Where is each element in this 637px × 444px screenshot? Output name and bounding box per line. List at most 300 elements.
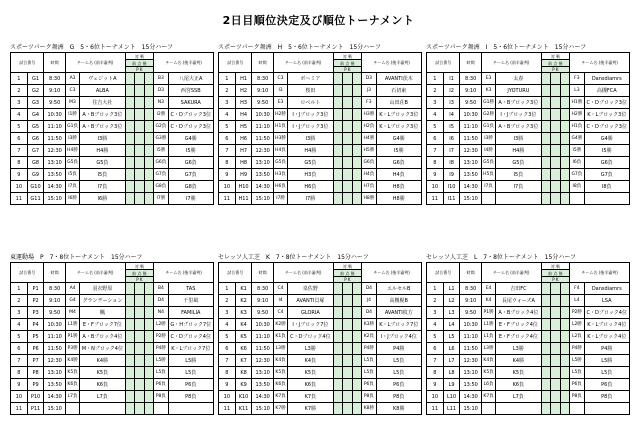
row-number: 9 <box>219 379 236 391</box>
header-vs: 対 戦 <box>541 263 570 270</box>
row-number: 2 <box>11 295 28 307</box>
match-id: P10 <box>27 391 44 403</box>
header-pk: P K <box>541 277 570 283</box>
home-code: I1勝 <box>65 109 79 121</box>
away-code: B3 <box>154 73 168 85</box>
home-team <box>80 403 125 415</box>
away-team: I5勝 <box>584 145 629 157</box>
row-number: 7 <box>427 355 444 367</box>
row-number: 10 <box>11 181 28 193</box>
home-team: I3勝 <box>80 133 125 145</box>
row-number: 8 <box>219 367 236 379</box>
home-score <box>541 121 551 133</box>
row-number: 8 <box>11 367 28 379</box>
away-team: L5負 <box>376 367 421 379</box>
home-team: H6負 <box>288 181 333 193</box>
score-separator <box>551 367 561 379</box>
away-score <box>560 391 570 403</box>
match-time: 14:30 <box>460 391 481 403</box>
home-code: E3 <box>481 73 495 85</box>
home-team: K7勝 <box>288 403 333 415</box>
away-code: L5負 <box>154 367 168 379</box>
home-team: L7負 <box>496 391 541 403</box>
match-time: 11:10 <box>44 331 65 343</box>
match-id: I1 <box>443 73 460 85</box>
tournament-block <box>218 43 422 205</box>
score-separator <box>343 73 353 85</box>
home-score <box>333 133 343 145</box>
away-code: H1負 <box>570 121 584 133</box>
home-team: 住吉大社 <box>80 97 125 109</box>
tournament-block <box>426 253 630 415</box>
table-row <box>219 403 422 415</box>
home-team: グランデーション <box>80 295 125 307</box>
table-row <box>427 169 630 181</box>
away-team: P6負 <box>168 379 213 391</box>
score-separator <box>343 355 353 367</box>
away-team: C・Dブロック4位 <box>168 331 213 343</box>
match-id: P3 <box>27 307 44 319</box>
row-number: 7 <box>219 355 236 367</box>
away-score <box>560 355 570 367</box>
away-score <box>352 109 362 121</box>
match-time: 9:10 <box>44 85 65 97</box>
match-id: L9 <box>443 379 460 391</box>
home-code: I7負 <box>481 181 495 193</box>
home-code: I4勝 <box>481 145 495 157</box>
home-code: G4 <box>65 295 79 307</box>
away-team: I5勝 <box>376 145 421 157</box>
table-row <box>11 97 214 109</box>
home-code: L3勝 <box>481 343 495 355</box>
match-time: 10:30 <box>252 109 273 121</box>
away-code: F3 <box>362 97 376 109</box>
away-score <box>144 145 154 157</box>
home-team: A・Bブロック3位 <box>80 109 125 121</box>
header-team-away: チーム名 (後半審判) <box>570 53 630 73</box>
home-score <box>333 73 343 85</box>
away-team: C・Dブロック3位 <box>168 121 213 133</box>
home-score <box>541 403 551 415</box>
away-score <box>560 169 570 181</box>
home-code: K3 <box>481 85 495 97</box>
header-team-home: チーム名 (前半審判) <box>65 263 125 283</box>
header-time: 時間 <box>460 53 481 73</box>
match-time: 13:50 <box>460 379 481 391</box>
away-score <box>144 73 154 85</box>
match-time: 11:10 <box>460 331 481 343</box>
away-team: P8負 <box>376 391 421 403</box>
score-separator <box>551 97 561 109</box>
home-score <box>333 193 343 205</box>
away-code: P8負 <box>154 391 168 403</box>
home-score <box>541 157 551 169</box>
match-time: 10:30 <box>44 109 65 121</box>
match-time: 11:10 <box>252 121 273 133</box>
away-team: K・Lブロック7位 <box>376 319 421 331</box>
header-match-no: 試合番号 <box>219 263 252 283</box>
table-row <box>427 85 630 97</box>
score-separator <box>343 169 353 181</box>
home-team: A・Bブロック4位 <box>80 331 125 343</box>
table-row <box>219 319 422 331</box>
home-team: H3負 <box>288 169 333 181</box>
score-separator <box>135 307 145 319</box>
match-time: 11:10 <box>44 121 65 133</box>
row-number: 7 <box>427 145 444 157</box>
header-match-no: 試合番号 <box>427 263 460 283</box>
header-time: 時間 <box>44 263 65 283</box>
table-row <box>11 295 214 307</box>
header-score: 前 点 後 <box>125 270 154 277</box>
tournament-block <box>426 43 630 205</box>
score-separator <box>135 331 145 343</box>
away-score <box>144 283 154 295</box>
match-time: 15:10 <box>460 193 481 205</box>
away-score <box>144 379 154 391</box>
home-team <box>496 193 541 205</box>
header-team-home: チーム名 (前半審判) <box>481 263 541 283</box>
home-team: 太春 <box>496 73 541 85</box>
match-time: 13:10 <box>44 157 65 169</box>
home-team: I・Jブロック3位 <box>496 109 541 121</box>
match-time: 8:30 <box>460 283 481 295</box>
table-row <box>219 379 422 391</box>
home-score <box>125 169 135 181</box>
home-score <box>125 379 135 391</box>
table-row <box>11 391 214 403</box>
away-code: I6負 <box>570 157 584 169</box>
header-match-no: 試合番号 <box>11 53 44 73</box>
block-title: スポーツパーク舞洲 I 5・6位トーナメント 15分ハーフ <box>426 44 587 51</box>
away-score <box>144 343 154 355</box>
home-code: K7勝 <box>273 403 287 415</box>
score-separator <box>135 121 145 133</box>
score-separator <box>135 193 145 205</box>
away-score <box>144 97 154 109</box>
match-time: 13:10 <box>252 367 273 379</box>
match-time: 8:30 <box>252 73 273 85</box>
away-team: H8勝 <box>376 193 421 205</box>
home-team: G5負 <box>80 157 125 169</box>
table-row <box>427 391 630 403</box>
home-code: G1勝 <box>481 97 495 109</box>
home-score <box>541 319 551 331</box>
match-id: G2 <box>27 85 44 97</box>
away-code: H8勝 <box>362 193 376 205</box>
score-separator <box>551 379 561 391</box>
row-number: 6 <box>219 133 236 145</box>
score-separator <box>135 169 145 181</box>
away-team: AVANTI茨木 <box>376 73 421 85</box>
home-code: K1負 <box>273 331 287 343</box>
home-team: A・Bブロック3位 <box>496 121 541 133</box>
match-id: H6 <box>235 133 252 145</box>
table-row <box>11 109 214 121</box>
away-score <box>352 157 362 169</box>
away-code: J3 <box>362 85 376 97</box>
away-score <box>352 121 362 133</box>
home-team: K7負 <box>288 391 333 403</box>
home-code: E4 <box>481 283 495 295</box>
match-id: I9 <box>443 169 460 181</box>
away-team: G4勝 <box>584 133 629 145</box>
match-time: 12:30 <box>252 355 273 367</box>
home-code: I3勝 <box>65 133 79 145</box>
match-id: L10 <box>443 391 460 403</box>
match-time: 8:30 <box>460 73 481 85</box>
home-team: A・Bブロック3位 <box>80 121 125 133</box>
home-code <box>481 193 495 205</box>
away-team: L5負 <box>376 355 421 367</box>
row-number: 3 <box>427 97 444 109</box>
row-number: 10 <box>219 181 236 193</box>
score-separator <box>135 109 145 121</box>
away-code: D3 <box>154 85 168 97</box>
table-row <box>11 403 214 415</box>
away-team: K・Lブロック4位 <box>584 319 629 331</box>
row-number: 6 <box>11 343 28 355</box>
score-separator <box>343 403 353 415</box>
header-team-away: チーム名 (後半審判) <box>154 263 214 283</box>
row-number: 9 <box>11 379 28 391</box>
match-time: 13:10 <box>460 157 481 169</box>
away-code: B4 <box>154 283 168 295</box>
row-number: 4 <box>427 109 444 121</box>
away-score <box>352 97 362 109</box>
match-time: 15:10 <box>44 403 65 415</box>
away-code: L5勝 <box>570 355 584 367</box>
home-score <box>541 307 551 319</box>
score-separator <box>135 73 145 85</box>
match-id: H11 <box>235 193 252 205</box>
score-separator <box>343 307 353 319</box>
match-id: G10 <box>27 181 44 193</box>
score-separator <box>551 355 561 367</box>
score-separator <box>343 343 353 355</box>
score-separator <box>343 331 353 343</box>
match-id: K10 <box>235 391 252 403</box>
score-separator <box>551 391 561 403</box>
home-team: A・Bブロック3位 <box>496 97 541 109</box>
home-code: K4負 <box>481 355 495 367</box>
away-code: G7負 <box>570 169 584 181</box>
header-time: 時間 <box>252 53 273 73</box>
table-row <box>219 181 422 193</box>
row-number: 3 <box>219 97 236 109</box>
home-score <box>333 181 343 193</box>
score-separator <box>135 145 145 157</box>
match-time: 12:30 <box>460 145 481 157</box>
table-row <box>427 355 630 367</box>
home-code: M3 <box>65 97 79 109</box>
header-team-home: チーム名 (前半審判) <box>273 53 333 73</box>
home-team: JYOTURU <box>496 85 541 97</box>
row-number: 11 <box>427 403 444 415</box>
block-title: 東運動場 P 7・8位トーナメント 15分ハーフ <box>10 254 143 261</box>
home-team: L7負 <box>80 391 125 403</box>
away-score <box>352 391 362 403</box>
away-score <box>560 121 570 133</box>
away-code: L3 <box>570 85 584 97</box>
match-time: 10:30 <box>252 319 273 331</box>
home-score <box>333 343 343 355</box>
home-score <box>541 85 551 97</box>
away-score <box>144 181 154 193</box>
header-match-no: 試合番号 <box>427 53 460 73</box>
row-number: 1 <box>427 73 444 85</box>
header-team-home: チーム名 (前半審判) <box>481 53 541 73</box>
table-row <box>427 73 630 85</box>
row-number: 10 <box>427 181 444 193</box>
table-row <box>219 73 422 85</box>
score-separator <box>551 109 561 121</box>
row-number: 1 <box>11 73 28 85</box>
header-time: 時間 <box>44 53 65 73</box>
home-score <box>333 367 343 379</box>
match-time: 8:30 <box>44 283 65 295</box>
header-match-no: 試合番号 <box>11 263 44 283</box>
row-number: 1 <box>427 283 444 295</box>
away-team: K・Lブロック3位 <box>376 121 421 133</box>
block-title: セレッソ人工芝 K 7・8位トーナメント 15分ハーフ <box>218 254 369 261</box>
away-score <box>560 109 570 121</box>
home-score <box>333 295 343 307</box>
home-code: A3 <box>65 73 79 85</box>
score-separator <box>135 85 145 97</box>
table-row <box>219 133 422 145</box>
away-team: Dansdiamrs <box>584 283 629 295</box>
home-team: E・Fブロック7位 <box>80 319 125 331</box>
table-row <box>219 355 422 367</box>
table-row <box>427 319 630 331</box>
home-score <box>125 97 135 109</box>
home-score <box>333 157 343 169</box>
away-code: P4勝 <box>570 343 584 355</box>
score-separator <box>551 193 561 205</box>
away-score <box>352 181 362 193</box>
match-id: G5 <box>27 121 44 133</box>
match-time: 15:10 <box>44 193 65 205</box>
home-team: G5負 <box>496 157 541 169</box>
header-vs: 対 戦 <box>125 53 154 60</box>
home-score <box>333 331 343 343</box>
away-team: P8負 <box>584 391 629 403</box>
table-row <box>427 97 630 109</box>
header-team-away: チーム名 (後半審判) <box>362 53 422 73</box>
away-code: G3勝 <box>154 133 168 145</box>
match-id: K5 <box>235 331 252 343</box>
table-row <box>11 331 214 343</box>
header-pk: P K <box>333 67 362 73</box>
score-separator <box>135 319 145 331</box>
away-code: H7負 <box>362 181 376 193</box>
away-code <box>154 403 168 415</box>
match-id: I7 <box>443 145 460 157</box>
home-score <box>125 193 135 205</box>
away-code: H4負 <box>362 169 376 181</box>
match-time: 11:50 <box>44 343 65 355</box>
away-team <box>168 403 213 415</box>
away-team <box>584 403 629 415</box>
home-code: L3勝 <box>273 343 287 355</box>
away-team: G7負 <box>168 169 213 181</box>
home-score <box>333 379 343 391</box>
home-team: K4勝 <box>80 355 125 367</box>
table-row <box>219 169 422 181</box>
home-score <box>125 319 135 331</box>
home-team: I7勝 <box>288 193 333 205</box>
score-separator <box>135 295 145 307</box>
away-code <box>570 193 584 205</box>
away-score <box>144 391 154 403</box>
away-team: C・Dブロック4位 <box>584 307 629 319</box>
home-score <box>333 319 343 331</box>
away-team: SAKURA <box>168 97 213 109</box>
home-code <box>481 403 495 415</box>
row-number: 8 <box>219 157 236 169</box>
away-score <box>352 343 362 355</box>
home-team: K5負 <box>288 367 333 379</box>
away-score <box>352 85 362 97</box>
home-score <box>333 169 343 181</box>
row-number: 6 <box>11 133 28 145</box>
home-team: L3勝 <box>288 343 333 355</box>
score-separator <box>135 133 145 145</box>
home-code: K7負 <box>481 391 495 403</box>
home-team: K5負 <box>496 367 541 379</box>
row-number: 7 <box>219 145 236 157</box>
away-team: G6負 <box>376 157 421 169</box>
match-id: L1 <box>443 283 460 295</box>
away-code: L5負 <box>362 367 376 379</box>
away-score <box>352 367 362 379</box>
home-team: K5負 <box>80 367 125 379</box>
header-score: 前 点 後 <box>541 60 570 67</box>
home-code: L1勝 <box>65 319 79 331</box>
away-score <box>560 145 570 157</box>
match-time: 9:50 <box>44 307 65 319</box>
table-row <box>11 379 214 391</box>
home-team: I・Jブロック3位 <box>288 121 333 133</box>
home-score <box>333 109 343 121</box>
home-score <box>125 109 135 121</box>
away-team: L5負 <box>168 367 213 379</box>
away-score <box>560 331 570 343</box>
table-row <box>427 145 630 157</box>
away-score <box>144 319 154 331</box>
header-team-away: チーム名 (後半審判) <box>154 53 214 73</box>
away-team: G・Hブロック7位 <box>168 319 213 331</box>
away-score <box>560 73 570 85</box>
home-team: I3勝 <box>288 133 333 145</box>
row-number: 1 <box>11 283 28 295</box>
home-code: K5負 <box>481 367 495 379</box>
row-number: 11 <box>427 193 444 205</box>
match-time: 12:30 <box>44 355 65 367</box>
header-pk: P K <box>541 67 570 73</box>
away-team: TAS <box>168 283 213 295</box>
away-score <box>560 343 570 355</box>
home-score <box>541 331 551 343</box>
match-id: K9 <box>235 379 252 391</box>
away-score <box>560 295 570 307</box>
match-time: 11:50 <box>460 133 481 145</box>
away-code: G6負 <box>362 157 376 169</box>
row-number: 6 <box>219 343 236 355</box>
table-row <box>11 319 214 331</box>
away-code: H5勝 <box>362 145 376 157</box>
